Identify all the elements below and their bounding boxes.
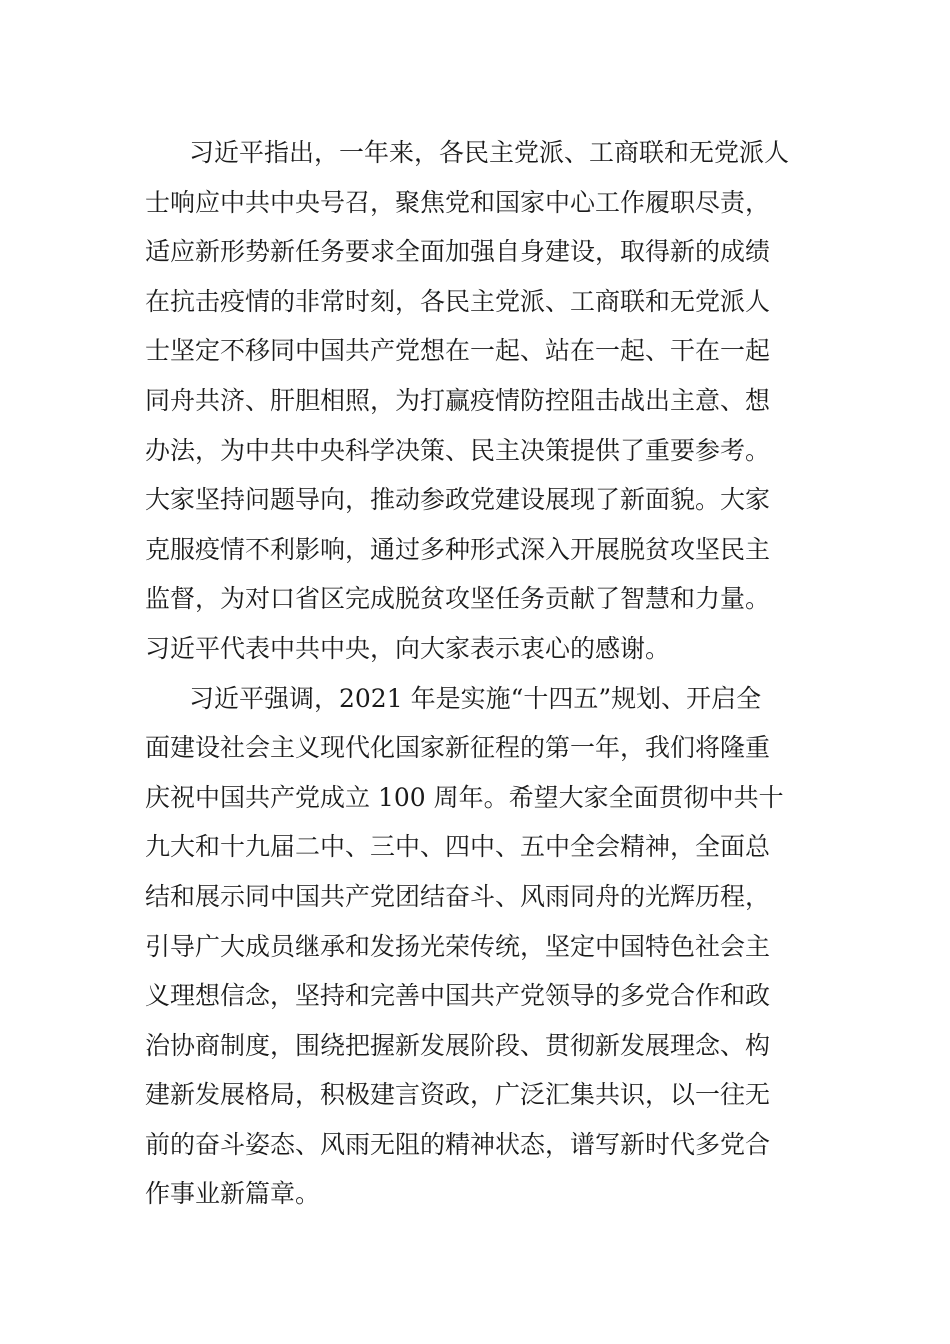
text-line: 士响应中共中央号召，聚焦党和国家中心工作履职尽责，	[145, 187, 771, 217]
text-line: 克服疫情不利影响，通过多种形式深入开展脱贫攻坚民主	[145, 534, 771, 564]
text-line: 办法，为中共中央科学决策、民主决策提供了重要参考。	[145, 435, 771, 465]
text-line: 前的奋斗姿态、风雨无阻的精神状态，谱写新时代多党合	[145, 1129, 771, 1159]
text-line: 结和展示同中国共产党团结奋斗、风雨同舟的光辉历程，	[145, 881, 771, 911]
text-line: 士坚定不移同中国共产党想在一起、站在一起、干在一起	[145, 336, 771, 366]
paragraph-2	[145, 674, 810, 1220]
text-line: 习近平指出，一年来，各民主党派、工商联和无党派人	[189, 138, 790, 167]
text-line: 面建设社会主义现代化国家新征程的第一年，我们将隆重	[145, 733, 771, 763]
text-line: 大家坚持问题导向，推动参政党建设展现了新面貌。大家	[145, 485, 771, 515]
text-line: 庆祝中国共产党成立 100 周年。希望大家全面贯彻中共十	[145, 782, 784, 812]
text-line: 建新发展格局，积极建言资政，广泛汇集共识，以一往无	[145, 1080, 771, 1110]
text-line: 同舟共济、肝胆相照，为打赢疫情防控阻击战出主意、想	[145, 385, 771, 415]
paragraph-1	[145, 128, 810, 674]
document-body	[145, 128, 810, 1219]
text-line: 作事业新篇章。	[145, 1179, 321, 1209]
text-line: 在抗击疫情的非常时刻，各民主党派、工商联和无党派人	[145, 286, 771, 316]
text-line: 习近平强调，2021 年是实施“十四五”规划、开启全	[189, 683, 762, 713]
text-line: 习近平代表中共中央，向大家表示衷心的感谢。	[145, 633, 671, 663]
text-line: 治协商制度，围绕把握新发展阶段、贯彻新发展理念、构	[145, 1030, 771, 1060]
text-line: 监督，为对口省区完成脱贫攻坚任务贡献了智慧和力量。	[145, 584, 771, 614]
text-line: 九大和十九届二中、三中、四中、五中全会精神，全面总	[145, 832, 771, 862]
text-line: 引导广大成员继承和发扬光荣传统，坚定中国特色社会主	[145, 931, 771, 961]
text-line: 适应新形势新任务要求全面加强自身建设，取得新的成绩	[145, 237, 771, 267]
text-line: 义理想信念，坚持和完善中国共产党领导的多党合作和政	[145, 981, 771, 1011]
